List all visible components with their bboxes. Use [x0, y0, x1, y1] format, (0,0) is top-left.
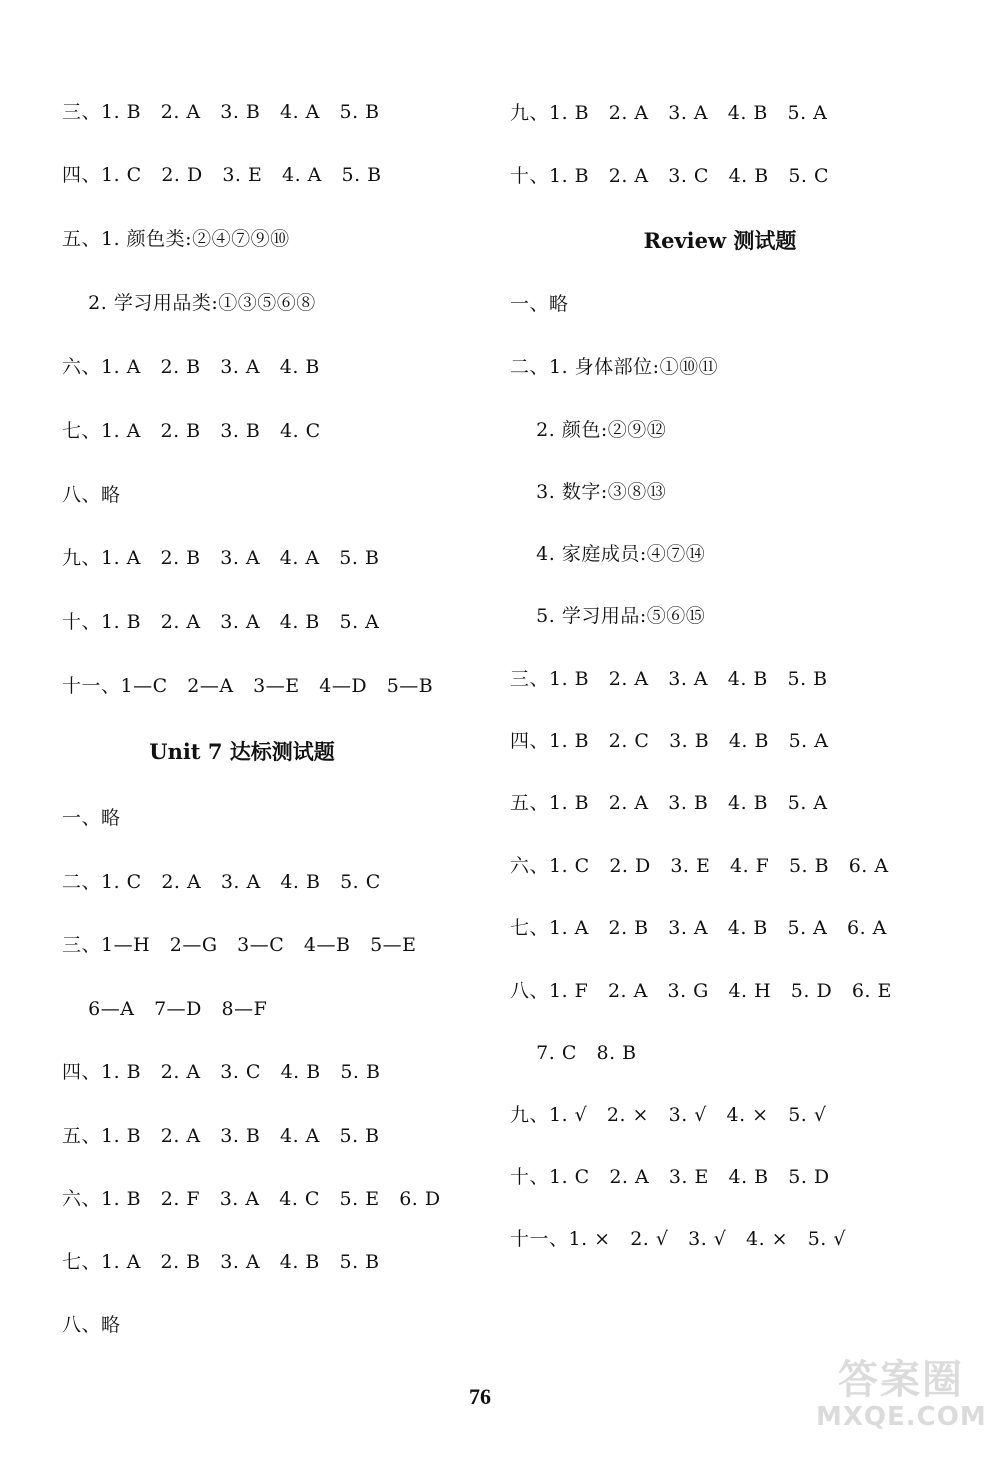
answer-line: 6—A 7—D 8—F: [62, 998, 268, 1020]
answer-line: 2. 颜色:②⑨⑫: [510, 419, 667, 441]
watermark-top-text: 答案圈: [838, 1357, 964, 1403]
answer-line: 九、1. √ 2. × 3. √ 4. × 5. √: [510, 1104, 827, 1126]
answer-line: 四、1. B 2. A 3. C 4. B 5. B: [62, 1061, 381, 1083]
answer-line: 九、1. B 2. A 3. A 4. B 5. A: [510, 102, 828, 124]
answer-line: 二、1. 身体部位:①⑩⑪: [510, 356, 719, 378]
answer-line: 十、1. B 2. A 3. C 4. B 5. C: [510, 165, 830, 187]
answer-line: 三、1. B 2. A 3. A 4. B 5. B: [510, 668, 828, 690]
answer-line: 六、1. A 2. B 3. A 4. B: [62, 356, 320, 378]
answer-line: 二、1. C 2. A 3. A 4. B 5. C: [62, 871, 381, 893]
answer-line: 四、1. C 2. D 3. E 4. A 5. B: [62, 164, 382, 186]
answer-line: 一、略: [62, 807, 121, 829]
answer-line: 2. 学习用品类:①③⑤⑥⑧: [62, 292, 316, 314]
section-title: Unit 7 达标测试题: [149, 739, 335, 764]
answer-line: 八、略: [62, 484, 121, 506]
answer-line: 7. C 8. B: [510, 1042, 637, 1064]
watermark-logo: [816, 1358, 986, 1448]
answer-line: 十一、1—C 2—A 3—E 4—D 5—B: [62, 675, 434, 697]
section-title: Review 测试题: [643, 228, 797, 253]
answer-line: 5. 学习用品:⑤⑥⑮: [510, 605, 706, 627]
answer-line: 三、1—H 2—G 3—C 4—B 5—E: [62, 934, 417, 956]
watermark-bottom-text: MXQE.COM: [816, 1402, 987, 1432]
answer-line: 十、1. B 2. A 3. A 4. B 5. A: [62, 611, 380, 633]
answer-line: 五、1. 颜色类:②④⑦⑨⑩: [62, 228, 290, 250]
answer-line: 五、1. B 2. A 3. B 4. A 5. B: [62, 1125, 380, 1147]
answer-line: 八、略: [62, 1314, 121, 1336]
answer-line: 四、1. B 2. C 3. B 4. B 5. A: [510, 730, 829, 752]
answer-line: 八、1. F 2. A 3. G 4. H 5. D 6. E: [510, 980, 892, 1002]
answer-line: 十、1. C 2. A 3. E 4. B 5. D: [510, 1166, 830, 1188]
answer-line: 七、1. A 2. B 3. B 4. C: [62, 420, 321, 442]
answer-line: 三、1. B 2. A 3. B 4. A 5. B: [62, 101, 380, 123]
page-number: 76: [469, 1384, 491, 1409]
answer-line: 六、1. B 2. F 3. A 4. C 5. E 6. D: [62, 1188, 441, 1210]
answer-line: 五、1. B 2. A 3. B 4. B 5. A: [510, 792, 828, 814]
answer-line: 七、1. A 2. B 3. A 4. B 5. A 6. A: [510, 917, 887, 939]
answer-line: 3. 数字:③⑧⑬: [510, 481, 667, 503]
answer-line: 4. 家庭成员:④⑦⑭: [510, 543, 706, 565]
answer-line: 六、1. C 2. D 3. E 4. F 5. B 6. A: [510, 855, 889, 877]
answer-line: 七、1. A 2. B 3. A 4. B 5. B: [62, 1251, 380, 1273]
answer-line: 十一、1. × 2. √ 3. √ 4. × 5. √: [510, 1228, 846, 1250]
answer-line: 一、略: [510, 293, 569, 315]
answer-line: 九、1. A 2. B 3. A 4. A 5. B: [62, 547, 380, 569]
